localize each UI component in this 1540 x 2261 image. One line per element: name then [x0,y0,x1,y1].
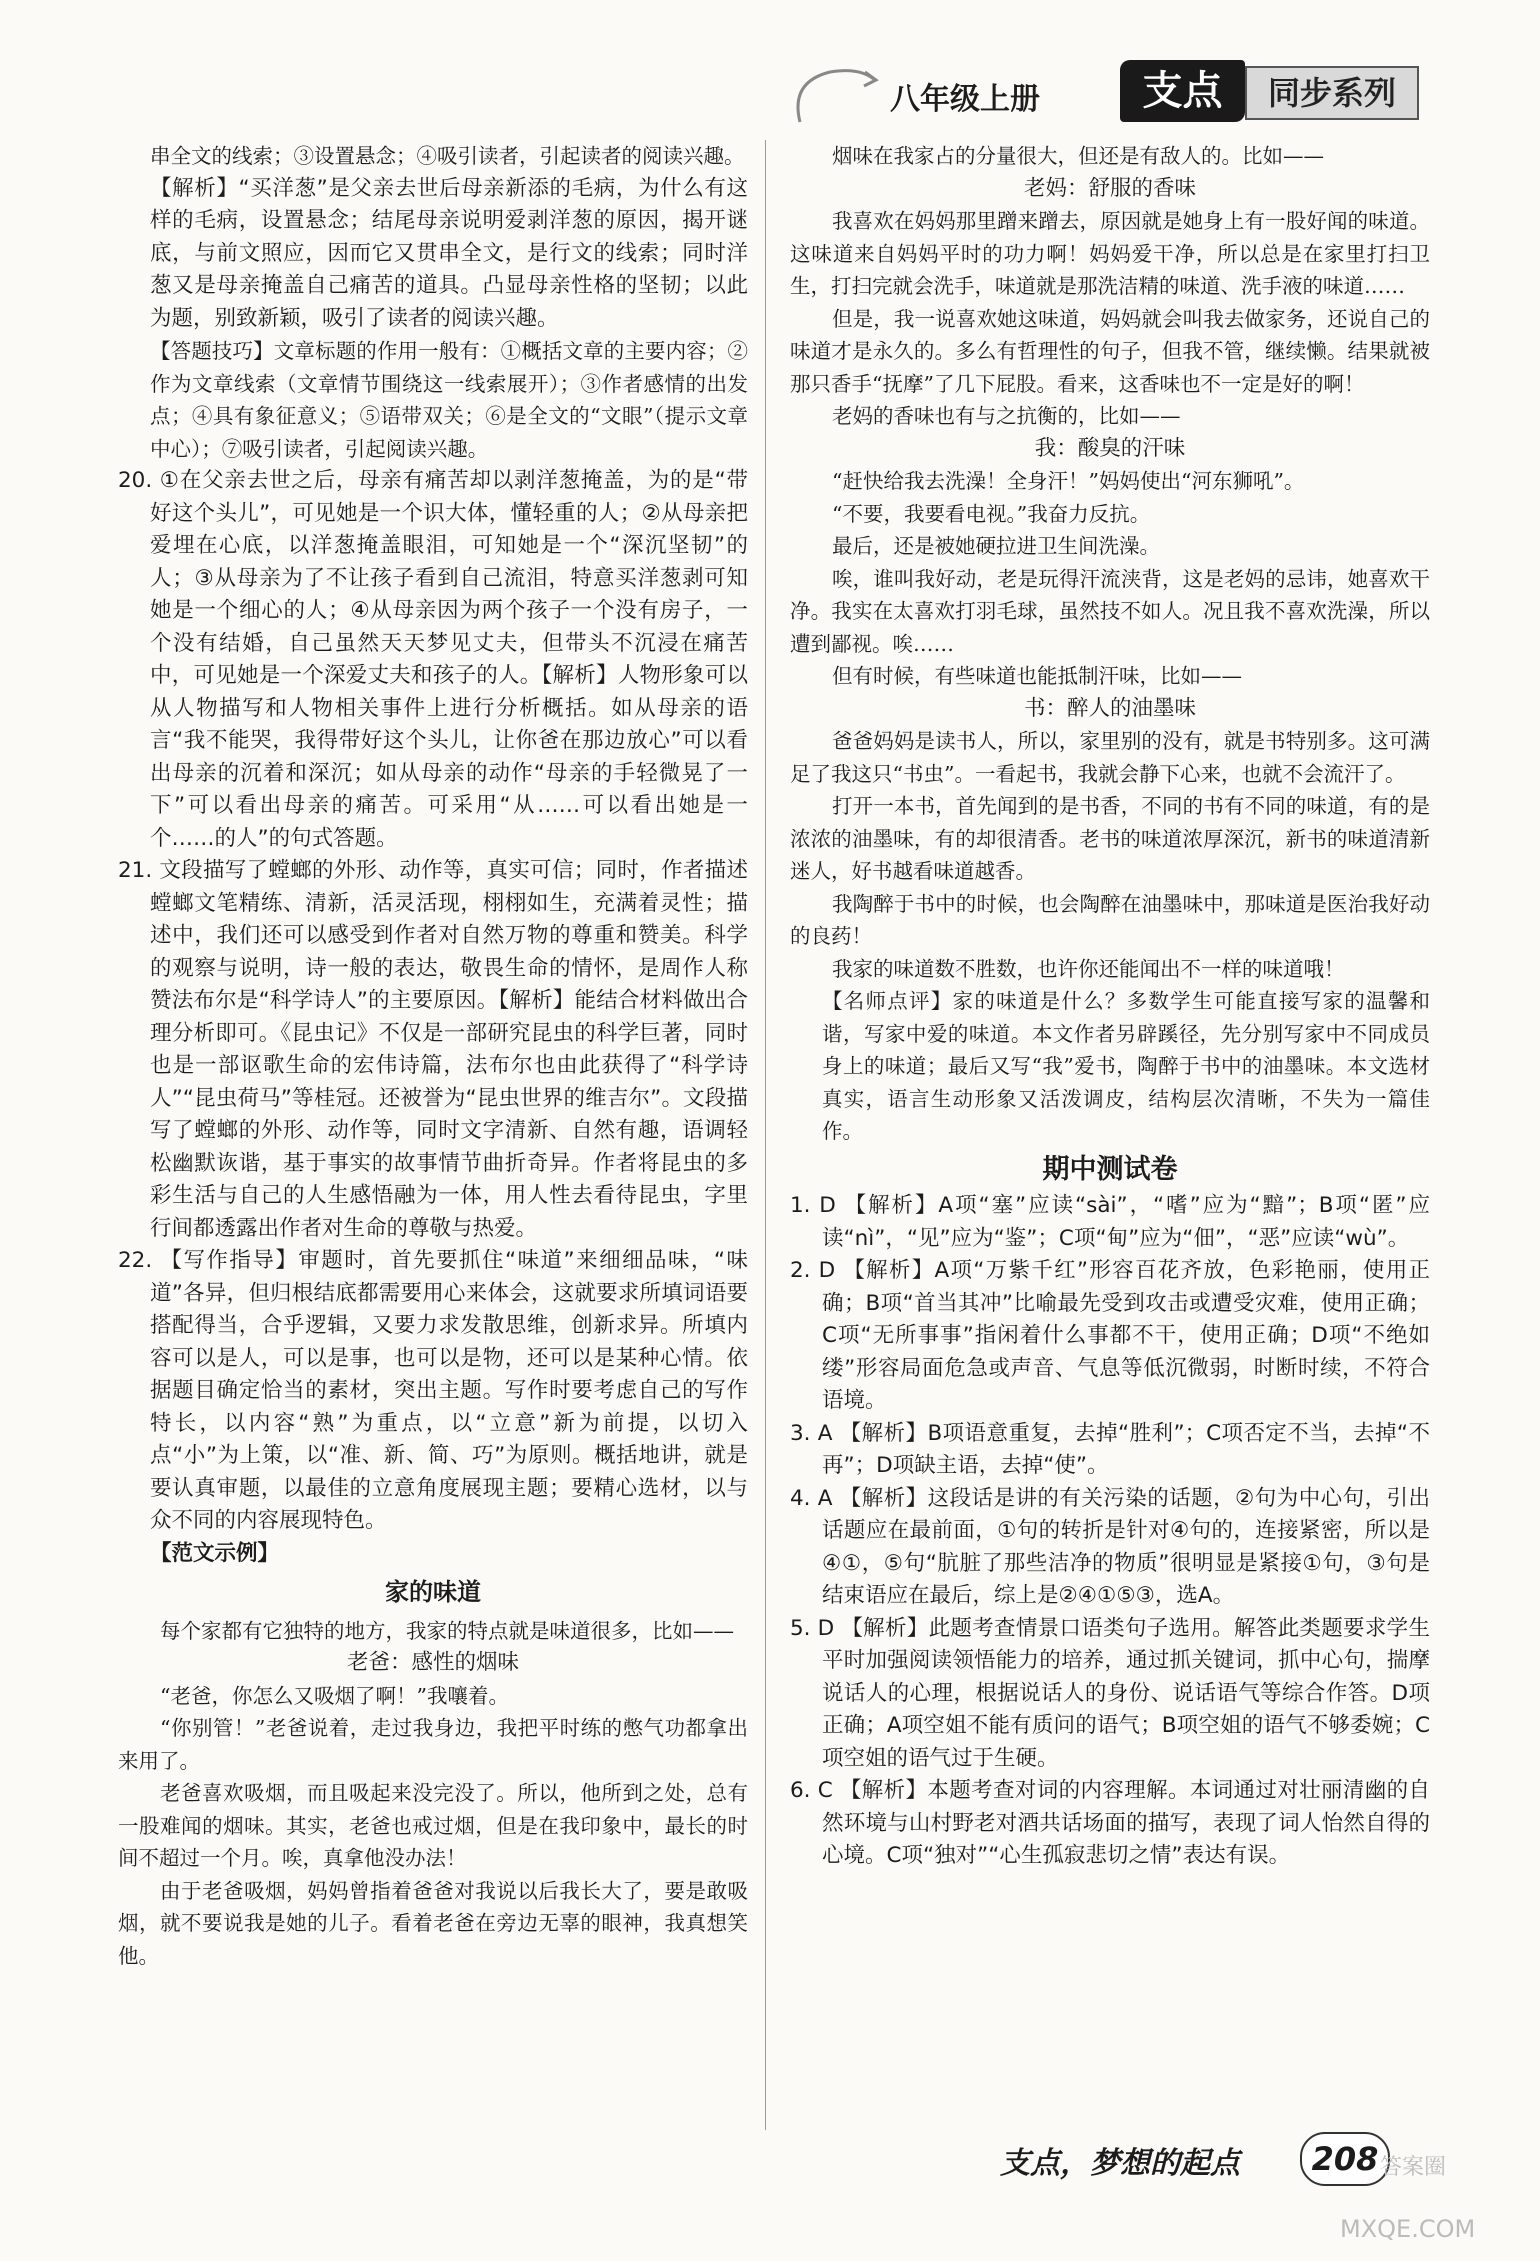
page-header [790,52,1430,147]
watermark-url: MXQE.COM [1340,2215,1476,2243]
right-paragraph: 但是，我一说喜欢她这味道，妈妈就会叫我去做家务，还说自己的味道才是永久的。多么有哲理性的句子，但我不管，继续懒。结果就被那只香手“抚摩”了几下屁股。看来，这香味也不一定是好的啊！ [790,306,1430,396]
left-paragraph: 老爸：感性的烟味 [346,1650,519,1675]
right-paragraph: 4. A 【解析】这段话是讲的有关污染的话题，②句为中心句，引出话题应在最前面，①句的转折是针对④句的，连接紧密，所以是④①，⑤句“肮脏了那些洁净的物质”很明显是紧接①句，③句是结束语应在最后，综上是②④①⑤③，选A。 [790,1485,1430,1608]
right-paragraph: 3. A 【解析】B项语意重复，去掉“胜利”；C项否定不当，去掉“不再”；D项缺主语，去掉“使”。 [790,1420,1430,1478]
watermark-text: 答案圈 [1380,2155,1447,2180]
left-paragraph: 每个家都有它独特的地方，我家的特点就是味道很多，比如—— [160,1618,734,1643]
page-footer [1000,2128,1430,2188]
right-paragraph: 老妈：舒服的香味 [1023,175,1196,201]
right-column [790,140,1430,1873]
right-paragraph: 最后，还是被她硬拉进卫生间洗澡。 [832,534,1160,558]
left-paragraph: 22. 【写作指导】审题时，首先要抓住“味道”来细细品味，“味道”各异，但归根结底都需要用心来体会，这就要求所填词语要搭配得当，合乎逻辑，又要力求发散思维，创新求异。所填内容可以是人，可以是事，也可以是物，还可以是某种心情。依据题目确定恰当的素材，突出主题。写作时要考虑自己的写作特长，以内容“熟”为重点，以“立意”新为前提，以切入点“小”为上策，以“准、新、简、巧”为原则。概括地讲，就是要认真审题，以最佳的立意角度展现主题；要精心选材，以与众不同的内容展现特色。 [118,1248,748,1533]
right-paragraph: “不要，我要看电视。”我奋力反抗。 [832,501,1151,526]
right-paragraph: 我陶醉于书中的时候，也会陶醉在油墨味中，那味道是医治我好动的良药！ [790,891,1430,948]
left-paragraph: 串全文的线索；③设置悬念；④吸引读者，引起读者的阅读兴趣。 [150,144,745,168]
right-paragraph: 爸爸妈妈是读书人，所以，家里别的没有，就是书特别多。这可满足了我这只“书虫”。一看起书，我就会静下心来，也就不会流汗了。 [790,729,1430,786]
left-paragraph: 【解析】“买洋葱”是父亲去世后母亲新添的毛病，为什么有这样的毛病，设置悬念；结尾母亲说明爱剥洋葱的原因，揭开谜底，与前文照应，因而它又贯串全文，是行文的线索；同时洋葱又是母亲掩盖自己痛苦的道具。凸显母亲性格的坚韧；以此为题，别致新颖，吸引了读者的阅读兴趣。 [150,175,748,331]
right-paragraph: 我家的味道数不胜数，也许你还能闻出不一样的味道哦！ [832,956,1345,981]
brand-logo: 支点 [1120,60,1245,122]
right-paragraph: 打开一本书，首先闻到的是书香，不同的书有不同的味道，有的是浓浓的油墨味，有的却很清香。老书的味道浓厚深沉，新书的味道清新迷人，好书越看味道越香。 [790,794,1430,883]
left-paragraph: “你别管！”老爸说着，走过我身边，我把平时练的憋气功都拿出来用了。 [118,1716,748,1773]
right-paragraph: 1. D 【解析】A项“塞”应读“sài”，“嗜”应为“黯”；B项“匿”应读“nì”，“见”应为“鉴”；C项“甸”应为“佃”，“恶”应读“wù”。 [790,1193,1430,1251]
left-paragraph: “老爸，你怎么又吸烟了啊！”我嚷着。 [160,1683,509,1708]
swoosh-icon [790,62,880,132]
left-paragraph: 【范文示例】 [150,1540,280,1566]
right-paragraph: 我：酸臭的汗味 [1034,435,1186,461]
left-paragraph: 家的味道 [385,1578,481,1606]
right-paragraph: 期中测试卷 [1042,1153,1178,1185]
right-paragraph: 但有时候，有些味道也能抵制汗味，比如—— [832,664,1242,688]
left-paragraph: 老爸喜欢吸烟，而且吸起来没完没了。所以，他所到之处，总有一股难闻的烟味。其实，老爸也戒过烟，但是在我印象中，最长的时间不超过一个月。唉，真拿他没办法！ [118,1781,748,1870]
page-number: 208 [1300,2132,1390,2186]
left-paragraph: 20. ①在父亲去世之后，母亲有痛苦却以剥洋葱掩盖，为的是“带好这个头儿”，可见她是一个识大体，懂轻重的人；②从母亲把爱埋在心底，以洋葱掩盖眼泪，可知她是一个“深沉坚韧”的人；③从母亲为了不让孩子看到自己流泪，特意买洋葱剥可知她是一个细心的人；④从母亲因为两个孩子一个没有房子，一个没有结婚，自己虽然天天梦见丈夫，但带头不沉浸在痛苦中，可见她是一个深爱丈夫和孩子的人。【解析】人物形象可以从人物描写和人物相关事件上进行分析概括。如从母亲的语言“我不能哭，我得带好这个头儿，让你爸在那边放心”可以看出母亲的沉着和深沉；如从母亲的动作“母亲的手轻微晃了一下”可以看出母亲的痛苦。可采用“从……可以看出她是一个……的人”的句式答题。 [118,468,748,851]
right-paragraph: 唉，谁叫我好动，老是玩得汗流浃背，这是老妈的忌讳，她喜欢干净。我实在太喜欢打羽毛球，虽然技不如人。况且我不喜欢洗澡，所以遭到鄙视。唉…… [790,566,1430,656]
right-paragraph: 【名师点评】家的味道是什么？多数学生可能直接写家的温馨和谐，写家中爱的味道。本文作者另辟蹊径，先分别写家中不同成员身上的味道；最后又写“我”爱书，陶醉于书中的油墨味。本文选材真实，语言生动形象又活泼调皮，结构层次清晰，不失为一篇佳作。 [822,989,1430,1143]
left-paragraph: 【答题技巧】文章标题的作用一般有：①概括文章的主要内容；②作为文章线索（文章情节围绕这一线索展开）；③作者感情的出发点；④具有象征意义；⑤语带双关；⑥是全文的“文眼”（提示文章中心）；⑦吸引读者，引起阅读兴趣。 [150,339,748,461]
grade-label: 八年级上册 [890,82,1040,117]
right-paragraph: “赶快给我去洗澡！全身汗！”妈妈使出“河东狮吼”。 [832,469,1305,493]
series-label: 同步系列 [1245,66,1419,120]
right-paragraph: 2. D 【解析】A项“万紫千红”形容百花齐放，色彩艳丽，使用正确；B项“首当其冲”比喻最先受到攻击或遭受灾难，使用正确；C项“无所事事”指闲着什么事都不干，使用正确；D项“不绝如缕”形容局面危急或声音、气息等低沉微弱，时断时续，不符合语境。 [790,1258,1430,1413]
left-column [118,140,748,1972]
right-paragraph: 书：醉人的油墨味 [1023,695,1196,721]
right-paragraph: 老妈的香味也有与之抗衡的，比如—— [832,404,1181,428]
right-paragraph: 烟味在我家占的分量很大，但还是有敌人的。比如—— [832,144,1324,168]
left-paragraph: 由于老爸吸烟，妈妈曾指着爸爸对我说以后我长大了，要是敢吸烟，就不要说我是她的儿子。看着老爸在旁边无辜的眼神，我真想笑他。 [118,1878,748,1968]
right-paragraph: 我喜欢在妈妈那里蹭来蹭去，原因就是她身上有一股好闻的味道。这味道来自妈妈平时的功力啊！妈妈爱干净，所以总是在家里打扫卫生，打扫完就会洗手，味道就是那洗洁精的味道、洗手液的味道…… [790,209,1430,298]
right-paragraph: 5. D 【解析】此题考查情景口语类句子选用。解答此类题要求学生平时加强阅读领悟能力的培养，通过抓关键词，抓中心句，揣摩说话人的心理，根据说话人的身份、说话语气等综合作答。D项正确；A项空姐不能有质问的语气；B项空姐的语气不够委婉；C项空姐的语气过于生硬。 [790,1615,1430,1771]
footer-slogan: 支点，梦想的起点 [1000,2146,1240,2181]
column-divider [765,140,766,2130]
right-paragraph: 6. C 【解析】本题考查对词的内容理解。本词通过对壮丽清幽的自然环境与山村野老对酒共话场面的描写，表现了词人怡然自得的心境。C项“独对”“心生孤寂悲切之情”表达有误。 [790,1778,1430,1868]
left-paragraph: 21. 文段描写了螳螂的外形、动作等，真实可信；同时，作者描述螳螂文笔精练、清新，活灵活现，栩栩如生，充满着灵性；描述中，我们还可以感受到作者对自然万物的尊重和赞美。科学的观察与说明，诗一般的表达，敬畏生命的情怀，是周作人称赞法布尔是“科学诗人”的主要原因。【解析】能结合材料做出合理分析即可。《昆虫记》不仅是一部研究昆虫的科学巨著，同时也是一部讴歌生命的宏伟诗篇，法布尔也由此获得了“科学诗人”“昆虫荷马”等桂冠。还被誉为“昆虫世界的维吉尔”。文段描写了螳螂的外形、动作等，同时文字清新、自然有趣，语调轻松幽默诙谐，基于事实的故事情节曲折奇异。作者将昆虫的多彩生活与自己的人生感悟融为一体，用人性去看待昆虫，字里行间都透露出作者对生命的尊敬与热爱。 [118,858,748,1241]
